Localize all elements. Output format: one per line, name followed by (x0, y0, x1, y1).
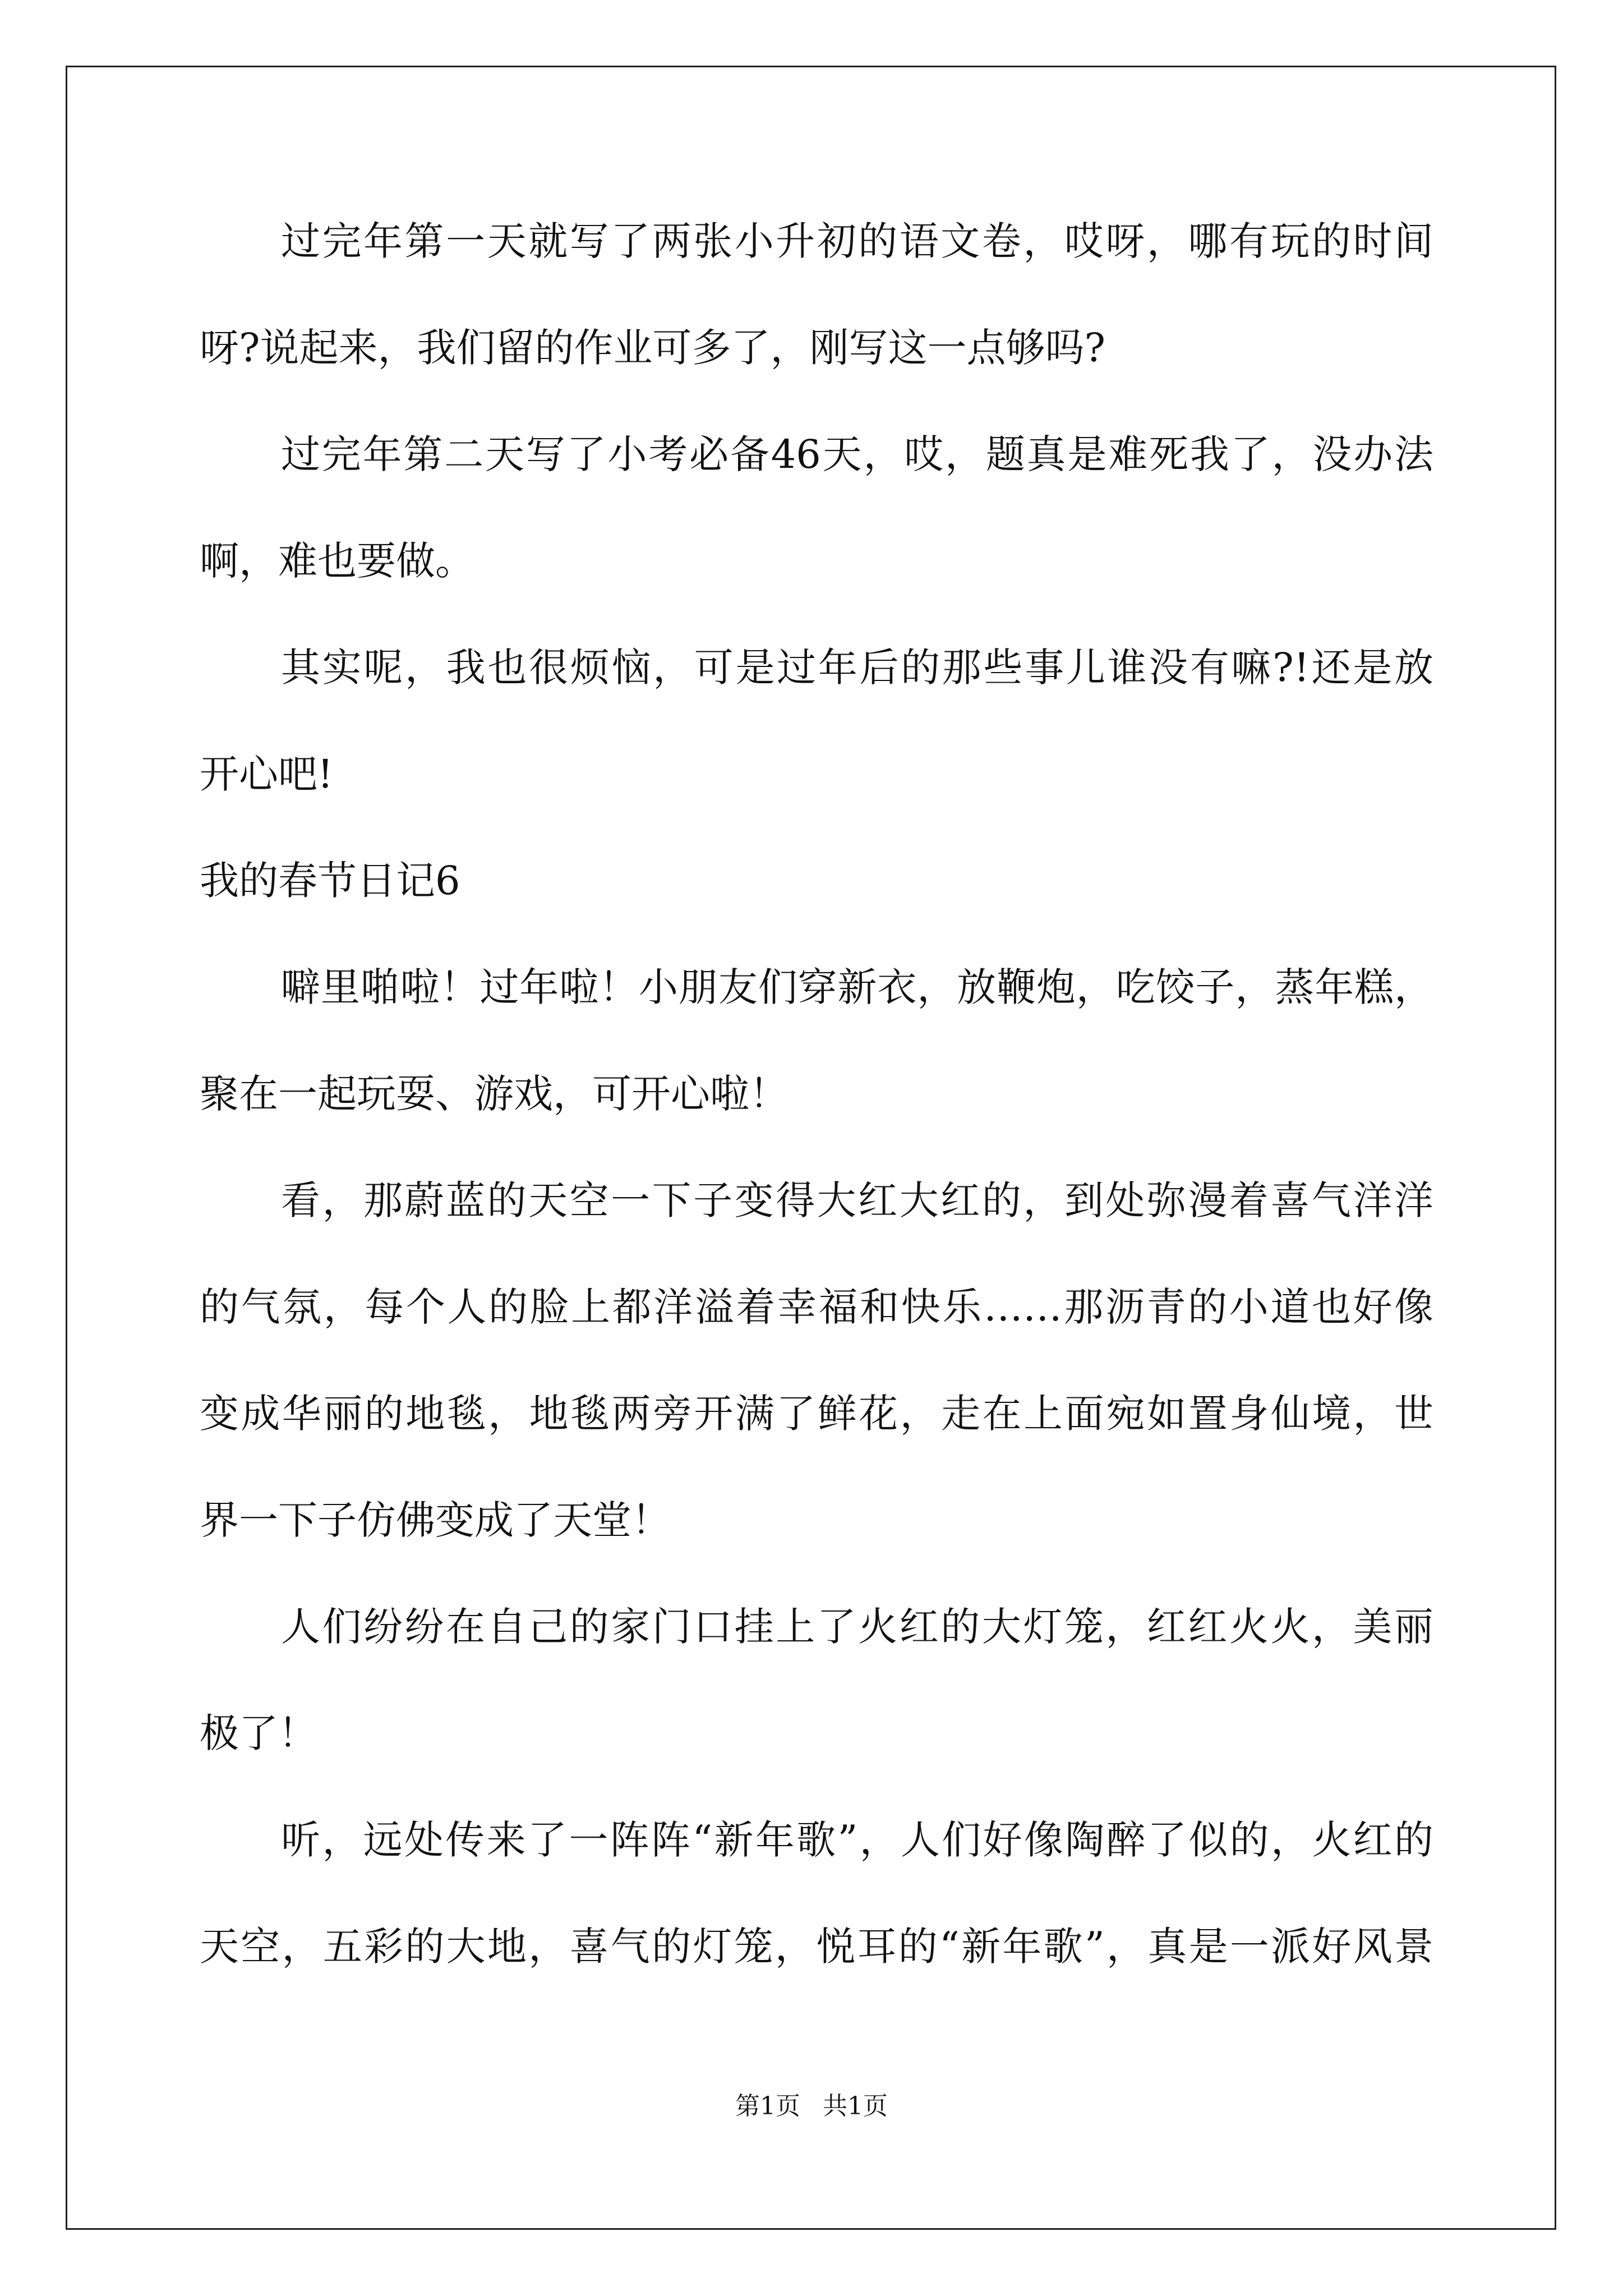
paragraph-line: 看，那蔚蓝的天空一下子变得大红大红的，到处弥漫着喜气洋洋 (281, 1177, 1433, 1223)
paragraph-line: 变成华丽的地毯，地毯两旁开满了鲜花，走在上面宛如置身仙境，世 (200, 1391, 1433, 1437)
paragraph-line: 过完年第二天写了小考必备46天，哎，题真是难死我了，没办法 (281, 431, 1433, 477)
paragraph-line: 过完年第一天就写了两张小升初的语文卷，哎呀，哪有玩的时间 (281, 218, 1433, 264)
paragraph-line: 噼里啪啦！过年啦！小朋友们穿新衣，放鞭炮，吃饺子，蒸年糕， (281, 964, 1433, 1010)
paragraph-line: 开心吧! (200, 751, 334, 797)
page-border (66, 66, 1556, 2230)
paragraph-line: 其实呢，我也很烦恼，可是过年后的那些事儿谁没有嘛?!还是放 (281, 645, 1433, 691)
paragraph-line: 聚在一起玩耍、游戏，可开心啦！ (200, 1071, 789, 1117)
paragraph-line: 听，远处传来了一阵阵“新年歌”，人们好像陶醉了似的，火红的 (281, 1817, 1433, 1863)
paragraph-line: 天空，五彩的大地，喜气的灯笼，悦耳的“新年歌”，真是一派好风景 (200, 1924, 1433, 1970)
paragraph-line: 呀?说起来，我们留的作业可多了，刚写这一点够吗? (200, 325, 1106, 371)
page-number: 第1页 (735, 2092, 800, 2120)
paragraph-line: 的气氛，每个人的脸上都洋溢着幸福和快乐……那沥青的小道也好像 (200, 1284, 1433, 1330)
paragraph-line: 人们纷纷在自己的家门口挂上了火红的大灯笼，红红火火，美丽 (281, 1604, 1433, 1650)
page-total: 共1页 (823, 2092, 888, 2120)
page-footer (0, 2090, 1623, 2123)
paragraph-line: 界一下子仿佛变成了天堂！ (200, 1497, 671, 1543)
section-heading: 我的春节日记6 (200, 858, 460, 904)
paragraph-line: 啊，难也要做。 (200, 538, 474, 584)
paragraph-line: 极了！ (200, 1710, 317, 1756)
